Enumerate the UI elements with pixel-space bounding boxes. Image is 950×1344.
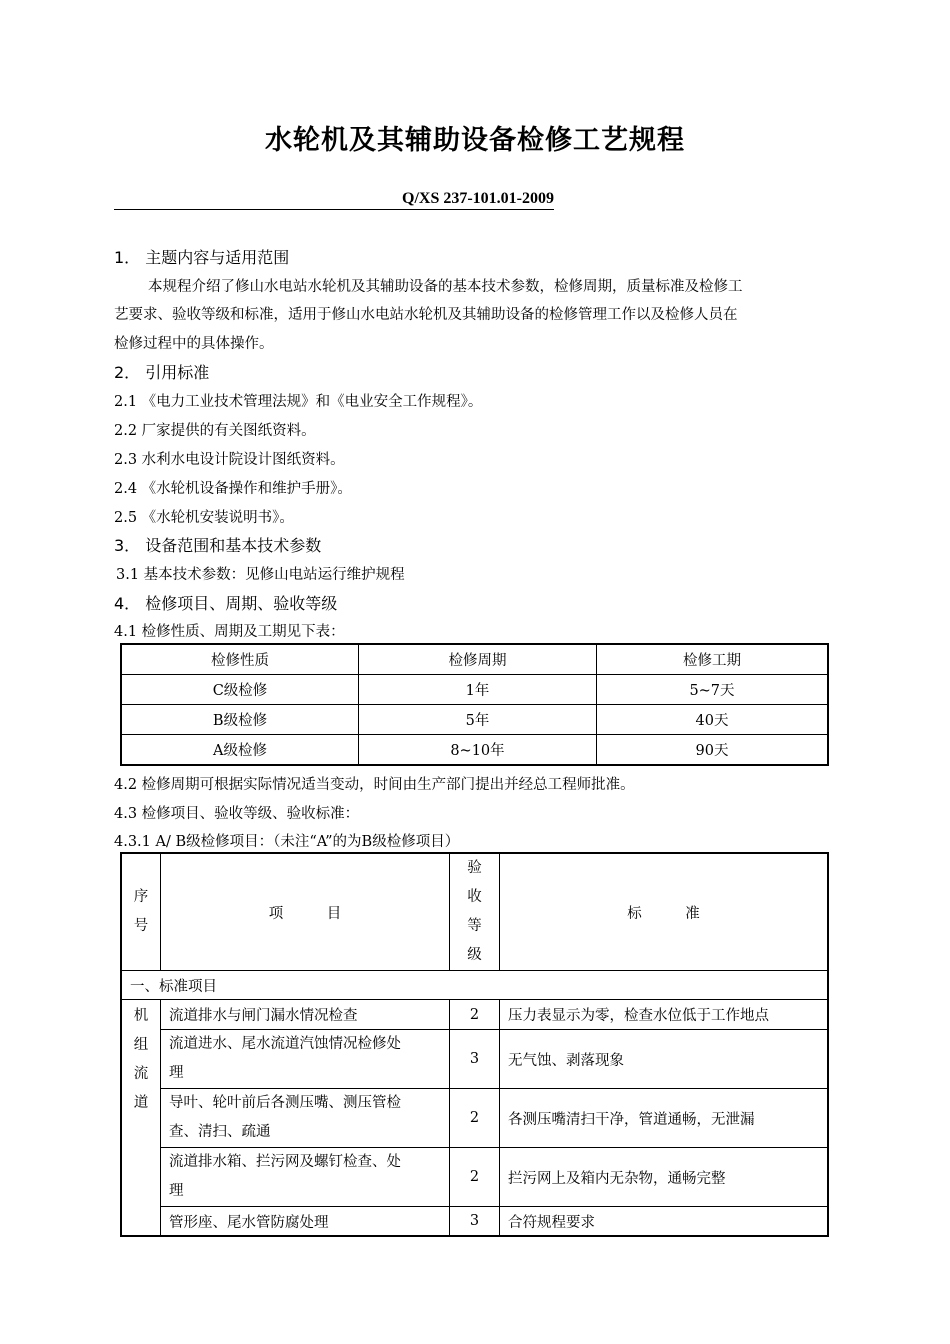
header-standard: 标 准	[500, 853, 829, 971]
item-cell: 导叶、轮叶前后各测压嘴、测压管检 查、清扫、疏通	[161, 1089, 450, 1148]
level-cell: 3	[450, 1207, 500, 1237]
table-cell: 5年	[359, 705, 597, 735]
header-seq: 序 号	[121, 853, 161, 971]
standard-cell: 拦污网上及箱内无杂物，通畅完整	[500, 1148, 829, 1207]
table-header-row	[121, 853, 828, 971]
code-underline	[114, 209, 554, 210]
paragraph-4-3: 4.3 检修项目、验收等级、验收标准：	[114, 806, 360, 822]
header-level: 验 收 等 级	[450, 853, 500, 971]
header-cell: 检修性质	[121, 644, 359, 675]
section-1-line-1: 本规程介绍了修山水电站水轮机及其辅助设备的基本技术参数，检修周期，质量标准及检修工	[148, 279, 743, 295]
document-code-block	[114, 190, 554, 212]
group-label: 机 组 流 道	[121, 1000, 161, 1237]
item-cell: 流道排水与闸门漏水情况检查	[161, 1000, 450, 1030]
table-row	[121, 705, 828, 735]
section-4-intro: 4.1 检修性质、周期及工期见下表：	[114, 624, 345, 640]
ref-item: 2.1 《电力工业技术管理法规》和《电业安全工作规程》。	[114, 394, 483, 410]
section-2-heading: 2． 引用标准	[114, 363, 210, 382]
item-cell: 流道排水箱、拦污网及螺钉检查、处 理	[161, 1148, 450, 1207]
ref-item: 2.2 厂家提供的有关图纸资料。	[114, 423, 316, 439]
standard-cell: 压力表显示为零，检查水位低于工作地点	[500, 1000, 829, 1030]
table-row	[121, 1148, 828, 1207]
ref-item: 2.3 水利水电设计院设计图纸资料。	[114, 452, 345, 468]
table-row	[121, 735, 828, 766]
section-1-heading: 1． 主题内容与适用范围	[114, 248, 290, 267]
standard-cell: 各测压嘴清扫干净，管道通畅，无泄漏	[500, 1089, 829, 1148]
table-cell: B级检修	[121, 705, 359, 735]
standard-cell: 合符规程要求	[500, 1207, 829, 1237]
level-cell: 2	[450, 1000, 500, 1030]
table-cell: C级检修	[121, 675, 359, 705]
section-label: 一、标准项目	[121, 971, 828, 1000]
section-1-line-2: 艺要求、验收等级和标准，适用于修山水电站水轮机及其辅助设备的检修管理工作以及检修人员在	[114, 307, 738, 323]
table-cell: 1年	[359, 675, 597, 705]
ref-item: 2.5 《水轮机安装说明书》。	[114, 510, 294, 526]
table-cell: A级检修	[121, 735, 359, 766]
inspection-items-table	[120, 852, 829, 1237]
section-row	[121, 971, 828, 1000]
document-title: 水轮机及其辅助设备检修工艺规程	[265, 125, 685, 156]
section-3-item: 3.1 基本技术参数：见修山电站运行维护规程	[116, 567, 405, 583]
standard-cell: 无气蚀、剥落现象	[500, 1030, 829, 1089]
document-code: Q/XS 237-101.01-2009	[402, 190, 554, 207]
paragraph-4-3-1: 4.3.1 A/ B级检修项目：（未注“A”的为B级检修项目）	[114, 834, 460, 850]
table-header-row	[121, 644, 828, 675]
table-cell: 8~10年	[359, 735, 597, 766]
section-3-heading: 3． 设备范围和基本技术参数	[114, 536, 322, 555]
table-row	[121, 1000, 828, 1030]
paragraph-4-2: 4.2 检修周期可根据实际情况适当变动，时间由生产部门提出并经总工程师批准。	[114, 777, 635, 793]
section-4-heading: 4． 检修项目、周期、验收等级	[114, 594, 338, 613]
level-cell: 2	[450, 1089, 500, 1148]
table-row	[121, 1030, 828, 1089]
table-cell: 5~7天	[597, 675, 829, 705]
level-cell: 3	[450, 1030, 500, 1089]
item-cell: 管形座、尾水管防腐处理	[161, 1207, 450, 1237]
table-cell: 90天	[597, 735, 829, 766]
ref-item: 2.4 《水轮机设备操作和维护手册》。	[114, 481, 352, 497]
header-item: 项 目	[161, 853, 450, 971]
header-cell: 检修周期	[359, 644, 597, 675]
table-row	[121, 1207, 828, 1237]
table-cell: 40天	[597, 705, 829, 735]
section-1-line-3: 检修过程中的具体操作。	[114, 336, 274, 352]
table-row	[121, 1089, 828, 1148]
item-cell: 流道进水、尾水流道汽蚀情况检修处 理	[161, 1030, 450, 1089]
table-row	[121, 675, 828, 705]
header-cell: 检修工期	[597, 644, 829, 675]
maintenance-cycle-table	[120, 643, 829, 766]
level-cell: 2	[450, 1148, 500, 1207]
